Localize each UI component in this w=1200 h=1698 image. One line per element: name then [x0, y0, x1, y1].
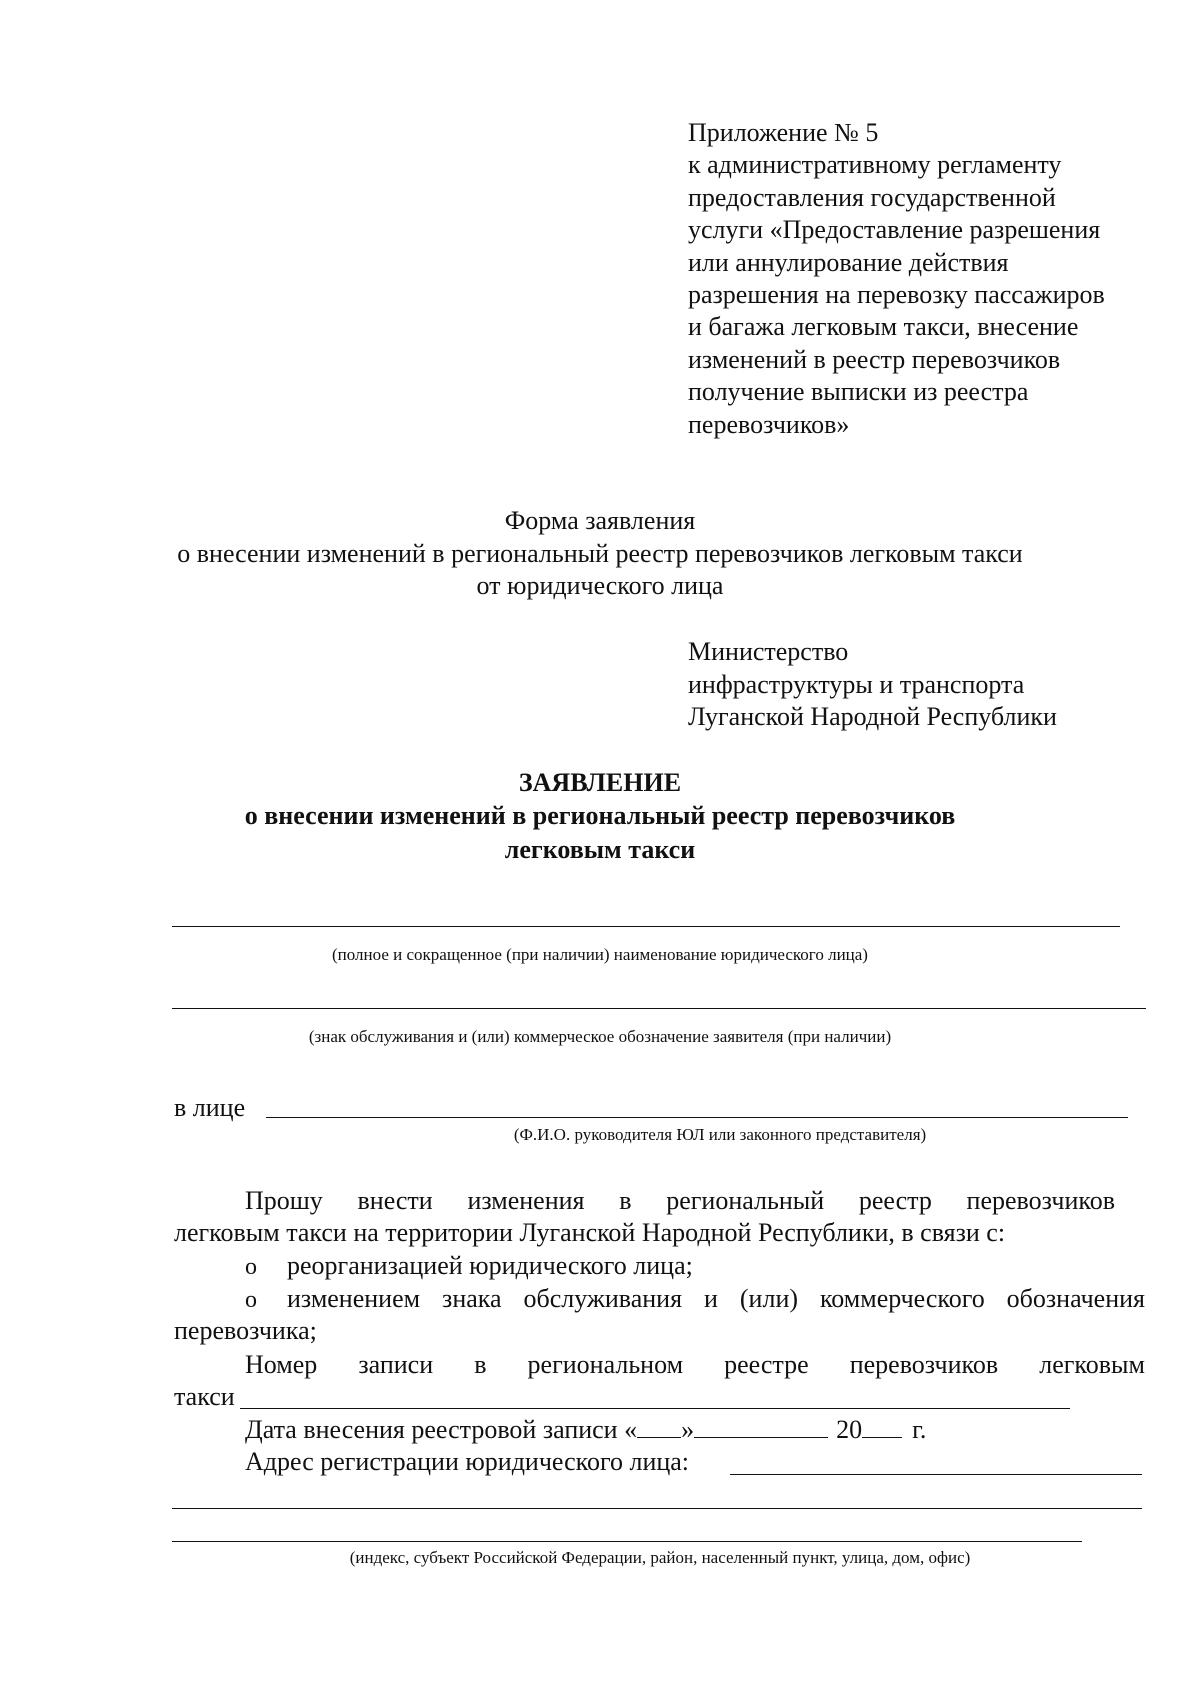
record-word-5: реестре: [724, 1350, 809, 1379]
appendix-line-5: или аннулирование действия: [688, 247, 1009, 277]
request-word-7: перевозчиков: [966, 1186, 1115, 1215]
record-number-line[interactable]: [240, 1408, 1070, 1409]
record-number-line1: [245, 1349, 1145, 1381]
address-line-2[interactable]: [172, 1508, 1142, 1509]
record-number-label: такси: [174, 1382, 235, 1411]
request-line2: легковым такси на территории Луганской Народной Республики, в связи с:: [174, 1218, 1006, 1247]
appendix-line-2: к административному регламенту: [688, 150, 1062, 180]
record-date-row: [245, 1413, 926, 1446]
option-service-mark-line1: [287, 1283, 1145, 1315]
request-word-6: реестр: [858, 1186, 932, 1215]
bullet-2-icon: o: [245, 1287, 257, 1313]
record-word-4: региональном: [527, 1350, 684, 1379]
option2-word-2: знака: [442, 1284, 502, 1313]
option2-word-1: изменением: [287, 1284, 421, 1313]
option-reorganization: реорганизацией юридического лица;: [287, 1251, 693, 1280]
record-word-1: Номер: [245, 1350, 318, 1379]
appendix-line-10: перевозчиков»: [688, 409, 850, 439]
service-mark-hint: (знак обслуживания и (или) коммерческое обозначение заявителя (при наличии): [308, 1027, 892, 1046]
request-word-4: в: [619, 1186, 632, 1215]
record-date-year-field[interactable]: [862, 1413, 902, 1438]
addressee-line-3: Луганской Народной Республики: [688, 702, 1057, 732]
option2-word-5: (или): [739, 1284, 799, 1313]
appendix-line-9: получение выписки из реестра: [688, 377, 1029, 407]
option-service-mark-line2: перевозчика;: [174, 1316, 317, 1345]
addressee-line-2: инфраструктуры и транспорта: [688, 669, 1025, 699]
service-mark-line[interactable]: [172, 1008, 1146, 1009]
appendix-line-7: и багажа легковым такси, внесение: [688, 312, 1079, 342]
represented-by-line[interactable]: [266, 1117, 1128, 1118]
record-word-2: записи: [358, 1350, 434, 1379]
document-subtitle-line2: легковым такси: [504, 835, 696, 864]
appendix-line-3: предоставления государственной: [688, 182, 1056, 212]
option2-word-4: и: [704, 1284, 718, 1313]
addressee-block: [688, 636, 1057, 734]
option2-word-7: обозначения: [1006, 1284, 1145, 1313]
appendix-block: [688, 117, 1105, 441]
record-date-year-suffix: г.: [912, 1415, 927, 1444]
form-heading-line-2: о внесении изменений в региональный реестр перевозчиков легковым такси: [177, 538, 1023, 568]
record-date-month-field[interactable]: [694, 1413, 828, 1438]
record-word-7: легковым: [1039, 1350, 1145, 1379]
appendix-line-1: Приложение № 5: [688, 118, 879, 147]
record-date-day-field[interactable]: [637, 1413, 681, 1438]
form-heading: [0, 505, 1200, 603]
option2-word-6: коммерческого: [819, 1284, 985, 1313]
appendix-line-4: услуги «Предоставление разрешения: [688, 215, 1101, 245]
request-line1: [245, 1185, 1115, 1217]
represented-by-label: в лице: [174, 1093, 246, 1122]
form-heading-line-1: Форма заявления: [504, 506, 696, 535]
address-label: Адрес регистрации юридического лица:: [245, 1447, 690, 1476]
document-subtitle-line1: о внесении изменений в региональный реестр перевозчиков: [244, 801, 956, 830]
record-date-label: Дата внесения реестровой записи «: [245, 1415, 638, 1444]
record-date-quote-close: »: [681, 1415, 695, 1444]
bullet-1-icon: o: [245, 1254, 257, 1280]
request-word-1: Прошу: [245, 1186, 323, 1215]
appendix-line-8: изменений в реестр перевозчиков: [688, 344, 1061, 374]
record-word-3: в: [474, 1350, 487, 1379]
request-word-5: региональный: [666, 1186, 825, 1215]
addressee-line-1: Министерство: [688, 637, 849, 666]
address-line-3[interactable]: [172, 1541, 1082, 1542]
legal-name-hint: (полное и сокращенное (при наличии) наименование юридического лица): [332, 945, 868, 964]
form-heading-line-3: от юридического лица: [476, 571, 724, 600]
legal-name-line[interactable]: [172, 926, 1120, 927]
appendix-line-6: разрешения на перевозку пассажиров: [688, 280, 1105, 310]
address-line-1[interactable]: [730, 1474, 1142, 1475]
request-word-2: внести: [357, 1186, 433, 1215]
record-date-year-prefix: 20: [836, 1415, 863, 1444]
request-word-3: изменения: [467, 1186, 585, 1215]
document-title: ЗАЯВЛЕНИЕ: [518, 768, 682, 797]
address-hint: (индекс, субъект Российской Федерации, район, населенный пункт, улица, дом, офис): [349, 1548, 971, 1567]
represented-by-hint: (Ф.И.О. руководителя ЮЛ или законного представителя): [513, 1125, 927, 1144]
record-word-6: перевозчиков: [849, 1350, 999, 1379]
option2-word-3: обслуживания: [523, 1284, 683, 1313]
